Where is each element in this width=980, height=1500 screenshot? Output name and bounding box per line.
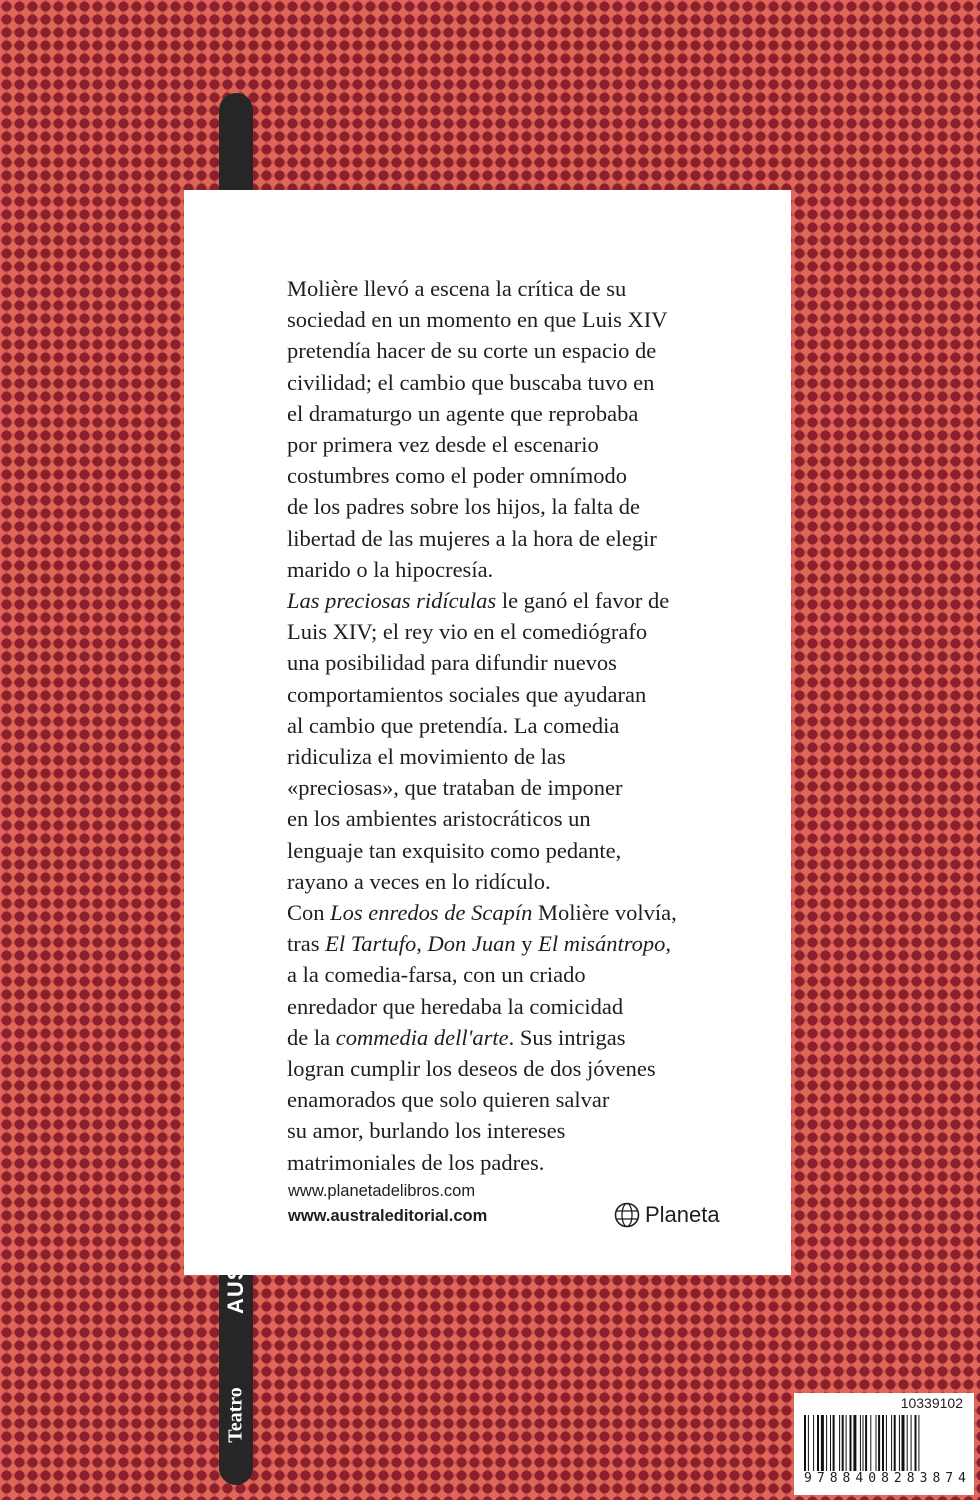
spine-genre: Teatro: [224, 1387, 247, 1443]
barcode-digit: 8: [881, 1471, 889, 1486]
blurb-line: [287, 1022, 787, 1053]
barcode-bar: [804, 1415, 806, 1471]
barcode-bar: [821, 1415, 824, 1471]
blurb-line: «preciosas», que trataban de imponer: [287, 775, 623, 801]
blurb-line: matrimoniales de los padres.: [287, 1149, 545, 1175]
barcode-bar: [863, 1415, 864, 1471]
globe-icon: [614, 1202, 640, 1228]
barcode-bar: [850, 1415, 852, 1471]
blurb-line: enamorados que solo quieren salvar: [287, 1087, 610, 1113]
blurb-line: por primera vez desde el escenario: [287, 432, 599, 458]
barcode-digit: 0: [868, 1471, 877, 1486]
spine-genre-wrap: [219, 1355, 253, 1475]
book-title-misantropo: El misántropo: [538, 931, 666, 957]
barcode-bar: [911, 1415, 912, 1471]
blurb-line: comportamientos sociales que ayudaran: [287, 681, 647, 707]
barcode-box: [794, 1393, 974, 1495]
publisher-name: Planeta: [645, 1202, 720, 1227]
blurb-line: sociedad en un momento en que Luis XIV: [287, 307, 668, 333]
barcode-bar: [915, 1415, 917, 1471]
barcode-bar: [833, 1415, 835, 1471]
barcode-bar: [865, 1415, 867, 1471]
book-title-tartufo: El Tartufo: [325, 931, 417, 957]
barcode-bar: [860, 1415, 861, 1471]
barcode-digit: 3: [919, 1471, 928, 1486]
blurb-text-run: tras: [287, 931, 326, 957]
barcode-bar: [853, 1415, 856, 1471]
blurb-line: civilidad; el cambio que buscaba tuvo en: [287, 369, 655, 395]
barcode-digits: [804, 1471, 966, 1486]
blurb-line: lenguaje tan exquisito como pedante,: [287, 837, 622, 863]
barcode-bar: [830, 1415, 831, 1471]
barcode-digit: 8: [829, 1471, 838, 1486]
barcode-bar: [891, 1415, 892, 1471]
barcode-digit: 7: [816, 1471, 825, 1486]
barcode-bars: [804, 1415, 966, 1471]
barcode-bar: [842, 1415, 844, 1471]
barcode-bar: [907, 1415, 908, 1471]
barcode-bar: [902, 1415, 905, 1471]
barcode-bar: [813, 1415, 814, 1471]
blurb-text-run: y: [515, 931, 539, 957]
blurb-line: [287, 585, 787, 616]
blurb-line: el dramaturgo un agente que reprobaba: [287, 400, 639, 426]
blurb-line: pretendía hacer de su corte un espacio de: [287, 338, 657, 364]
barcode-digit: 4: [958, 1471, 966, 1486]
blurb-line: a la comedia-farsa, con un criado: [287, 962, 586, 988]
blurb-line: [287, 897, 787, 928]
blurb-line: en los ambientes aristocráticos un: [287, 806, 591, 832]
barcode-bar: [826, 1415, 827, 1471]
blurb-line: de los padres sobre los hijos, la falta de: [287, 494, 641, 520]
barcode-bar: [839, 1415, 840, 1471]
barcode-digit: 2: [893, 1471, 902, 1486]
blurb-text-run: ,: [665, 931, 672, 957]
barcode-digit: 8: [932, 1471, 941, 1486]
barcode-digit: 9: [804, 1471, 812, 1486]
blurb-text-run: ,: [416, 931, 428, 957]
blurb-line: marido o la hipocresía.: [287, 556, 494, 582]
blurb-line: al cambio que pretendía. La comedia: [287, 712, 620, 738]
blurb-line: Luis XIV; el rey vio en el comediógrafo: [287, 619, 648, 645]
book-title-don-juan: Don Juan: [427, 931, 516, 957]
book-title-preciosas: Las preciosas ridículas: [287, 588, 497, 614]
publisher-logo: [614, 1202, 720, 1228]
barcode-bar: [808, 1415, 809, 1471]
blurb-line: libertad de las mujeres a la hora de elegir: [287, 525, 657, 551]
blurb-text-run: . Sus intrigas: [508, 1024, 626, 1050]
blurb-line: costumbres como el poder omnímodo: [287, 463, 627, 489]
blurb-line: una posibilidad para difundir nuevos: [287, 650, 617, 676]
barcode-bar: [894, 1415, 896, 1471]
barcode-digit: 8: [906, 1471, 915, 1486]
blurb-text-run: de la: [287, 1024, 336, 1050]
barcode-bar: [878, 1415, 880, 1471]
blurb-line: [287, 928, 787, 959]
term-commedia-dellarte: commedia dell'arte: [335, 1024, 509, 1050]
blurb-text-run: le ganó el favor de: [496, 588, 670, 614]
barcode-bar: [817, 1415, 819, 1471]
blurb-line: enredador que heredaba la comicidad: [287, 993, 624, 1019]
planeta-website-link[interactable]: www.planetadelibros.com: [288, 1182, 476, 1200]
product-code: 10339102: [900, 1395, 963, 1411]
barcode-bar: [846, 1415, 847, 1471]
blurb-text-run: Molière volvía,: [532, 900, 677, 926]
barcode-bar: [899, 1415, 900, 1471]
austral-website-link[interactable]: www.australeditorial.com: [288, 1207, 488, 1225]
blurb-paragraph-3: [287, 897, 787, 1178]
barcode-bar: [870, 1415, 871, 1471]
barcode-digit: 8: [842, 1471, 851, 1486]
barcode-bar: [876, 1415, 877, 1471]
back-cover-panel: [184, 190, 791, 1275]
barcode-digit: 4: [855, 1471, 864, 1486]
blurb-text: [287, 273, 787, 1178]
barcode-bar: [886, 1415, 887, 1471]
blurb-line: ridiculiza el movimiento de las: [287, 744, 566, 770]
blurb-paragraph-1: [287, 273, 787, 585]
barcode-digit: 7: [945, 1471, 954, 1486]
blurb-line: su amor, burlando los intereses: [287, 1118, 566, 1144]
barcode-bar: [918, 1415, 919, 1471]
barcode-bar: [882, 1415, 884, 1471]
blurb-line: rayano a veces en lo ridículo.: [287, 868, 551, 894]
blurb-line: Molière llevó a escena la crítica de su: [287, 276, 627, 301]
blurb-paragraph-2: [287, 585, 787, 897]
blurb-text-run: Con: [287, 900, 331, 926]
blurb-line: logran cumplir los deseos de dos jóvenes: [287, 1056, 656, 1082]
book-title-scapin: Los enredos de Scapín: [330, 900, 533, 926]
